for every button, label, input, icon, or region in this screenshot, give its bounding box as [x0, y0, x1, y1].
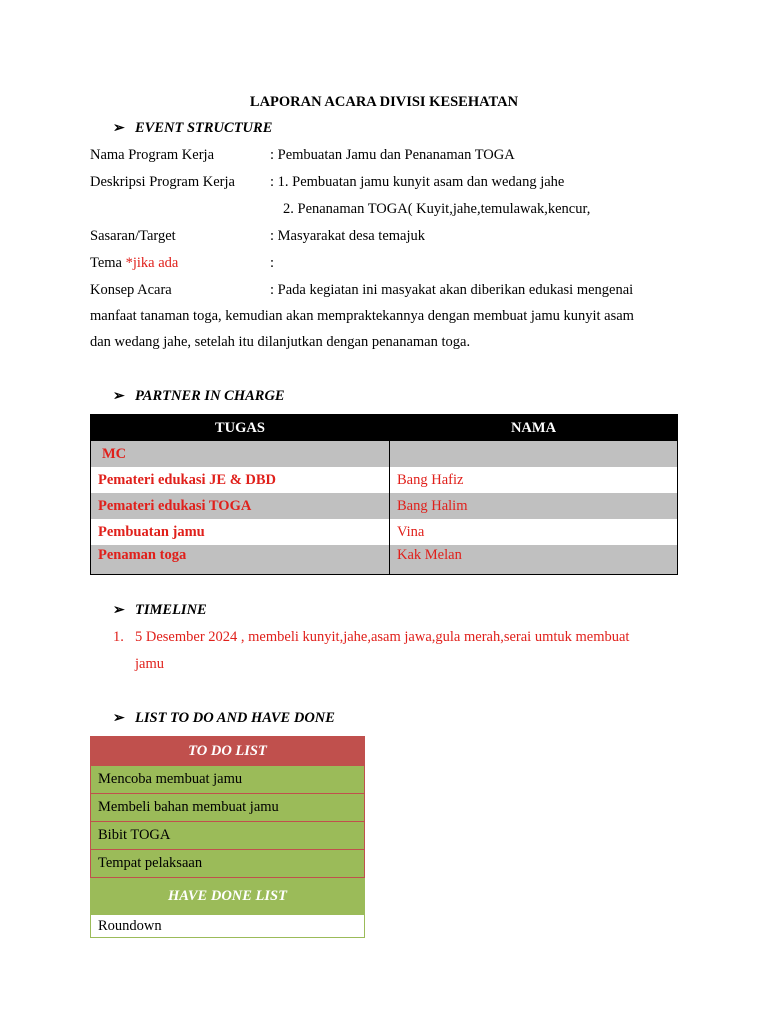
- list-item: [91, 822, 365, 850]
- list-item: [91, 915, 365, 938]
- todo-header: TO DO LIST: [91, 737, 365, 766]
- timeline-number: 1.: [113, 629, 124, 645]
- nama-cell: Vina: [390, 519, 678, 545]
- table-row: [91, 519, 678, 545]
- section-heading: LIST TO DO AND HAVE DONE: [135, 710, 335, 726]
- arrow-bullet-icon: ➢: [113, 603, 125, 618]
- nama-cell: Bang Hafiz: [390, 467, 678, 493]
- document-title: LAPORAN ACARA DIVISI KESEHATAN: [249, 94, 519, 110]
- todo-item: Mencoba membuat jamu: [91, 766, 365, 794]
- table-row: [91, 545, 678, 575]
- have-done-header: HAVE DONE LIST: [91, 878, 365, 915]
- konsep-value: : Pada kegiatan ini masyakat akan diberikan edukasi mengenai: [270, 282, 634, 298]
- column-header-nama: NAMA: [390, 415, 678, 442]
- list-item: [91, 794, 365, 822]
- section-timeline: [113, 602, 207, 619]
- section-list: [113, 710, 335, 727]
- done-item: Roundown: [91, 915, 365, 938]
- list-item: [91, 850, 365, 878]
- konsep-label: Konsep Acara: [90, 282, 172, 298]
- nama-cell: Bang Halim: [390, 493, 678, 519]
- description-label: Deskripsi Program Kerja: [90, 174, 235, 190]
- column-header-tugas: TUGAS: [91, 415, 390, 442]
- target-value: : Masyarakat desa temajuk: [270, 228, 426, 244]
- arrow-bullet-icon: ➢: [113, 389, 125, 404]
- timeline-line-2: jamu: [135, 656, 164, 672]
- todo-item: Membeli bahan membuat jamu: [91, 794, 365, 822]
- section-heading: EVENT STRUCTURE: [135, 120, 273, 136]
- tugas-cell: Penaman toga: [91, 545, 390, 575]
- done-header-row: [91, 878, 365, 915]
- todo-table: [90, 736, 365, 938]
- table-header-row: [91, 415, 678, 442]
- table-row: [91, 441, 678, 467]
- program-value: : Pembuatan Jamu dan Penanaman TOGA: [270, 147, 515, 163]
- tugas-cell: Pemateri edukasi JE & DBD: [91, 467, 390, 493]
- todo-item: Tempat pelaksaan: [91, 850, 365, 878]
- nama-cell: Kak Melan: [390, 545, 678, 575]
- list-item: [91, 766, 365, 794]
- tema-label: [90, 255, 178, 272]
- timeline-line-1: 5 Desember 2024 , membeli kunyit,jahe,asam jawa,gula merah,serai umtuk membuat: [135, 629, 630, 645]
- partner-table: [90, 414, 678, 575]
- konsep-line-2: manfaat tanaman toga, kemudian akan mempraktekannya dengan membuat jamu kunyit asam: [90, 308, 634, 324]
- program-label: Nama Program Kerja: [90, 147, 215, 163]
- arrow-bullet-icon: ➢: [113, 711, 125, 726]
- nama-cell: [390, 441, 678, 467]
- tugas-cell: MC: [91, 441, 390, 467]
- todo-header-row: [91, 737, 365, 766]
- tugas-cell: Pembuatan jamu: [91, 519, 390, 545]
- arrow-bullet-icon: ➢: [113, 121, 125, 136]
- tema-text: Tema: [90, 255, 126, 271]
- section-heading: PARTNER IN CHARGE: [135, 388, 285, 404]
- tema-note: *jika ada: [125, 255, 179, 271]
- todo-item: Bibit TOGA: [91, 822, 365, 850]
- konsep-line-3: dan wedang jahe, setelah itu dilanjutkan dengan penanaman toga.: [90, 334, 471, 350]
- section-partner-in-charge: [113, 388, 285, 405]
- description-value-1: : 1. Pembuatan jamu kunyit asam dan wedang jahe: [270, 174, 565, 190]
- tema-value: :: [270, 255, 275, 271]
- table-row: [91, 467, 678, 493]
- target-label: Sasaran/Target: [90, 228, 176, 244]
- table-row: [91, 493, 678, 519]
- section-event-structure: [113, 120, 272, 137]
- description-value-2: 2. Penanaman TOGA( Kuyit,jahe,temulawak,kencur,: [283, 201, 591, 217]
- tugas-cell: Pemateri edukasi TOGA: [91, 493, 390, 519]
- section-heading: TIMELINE: [135, 602, 207, 618]
